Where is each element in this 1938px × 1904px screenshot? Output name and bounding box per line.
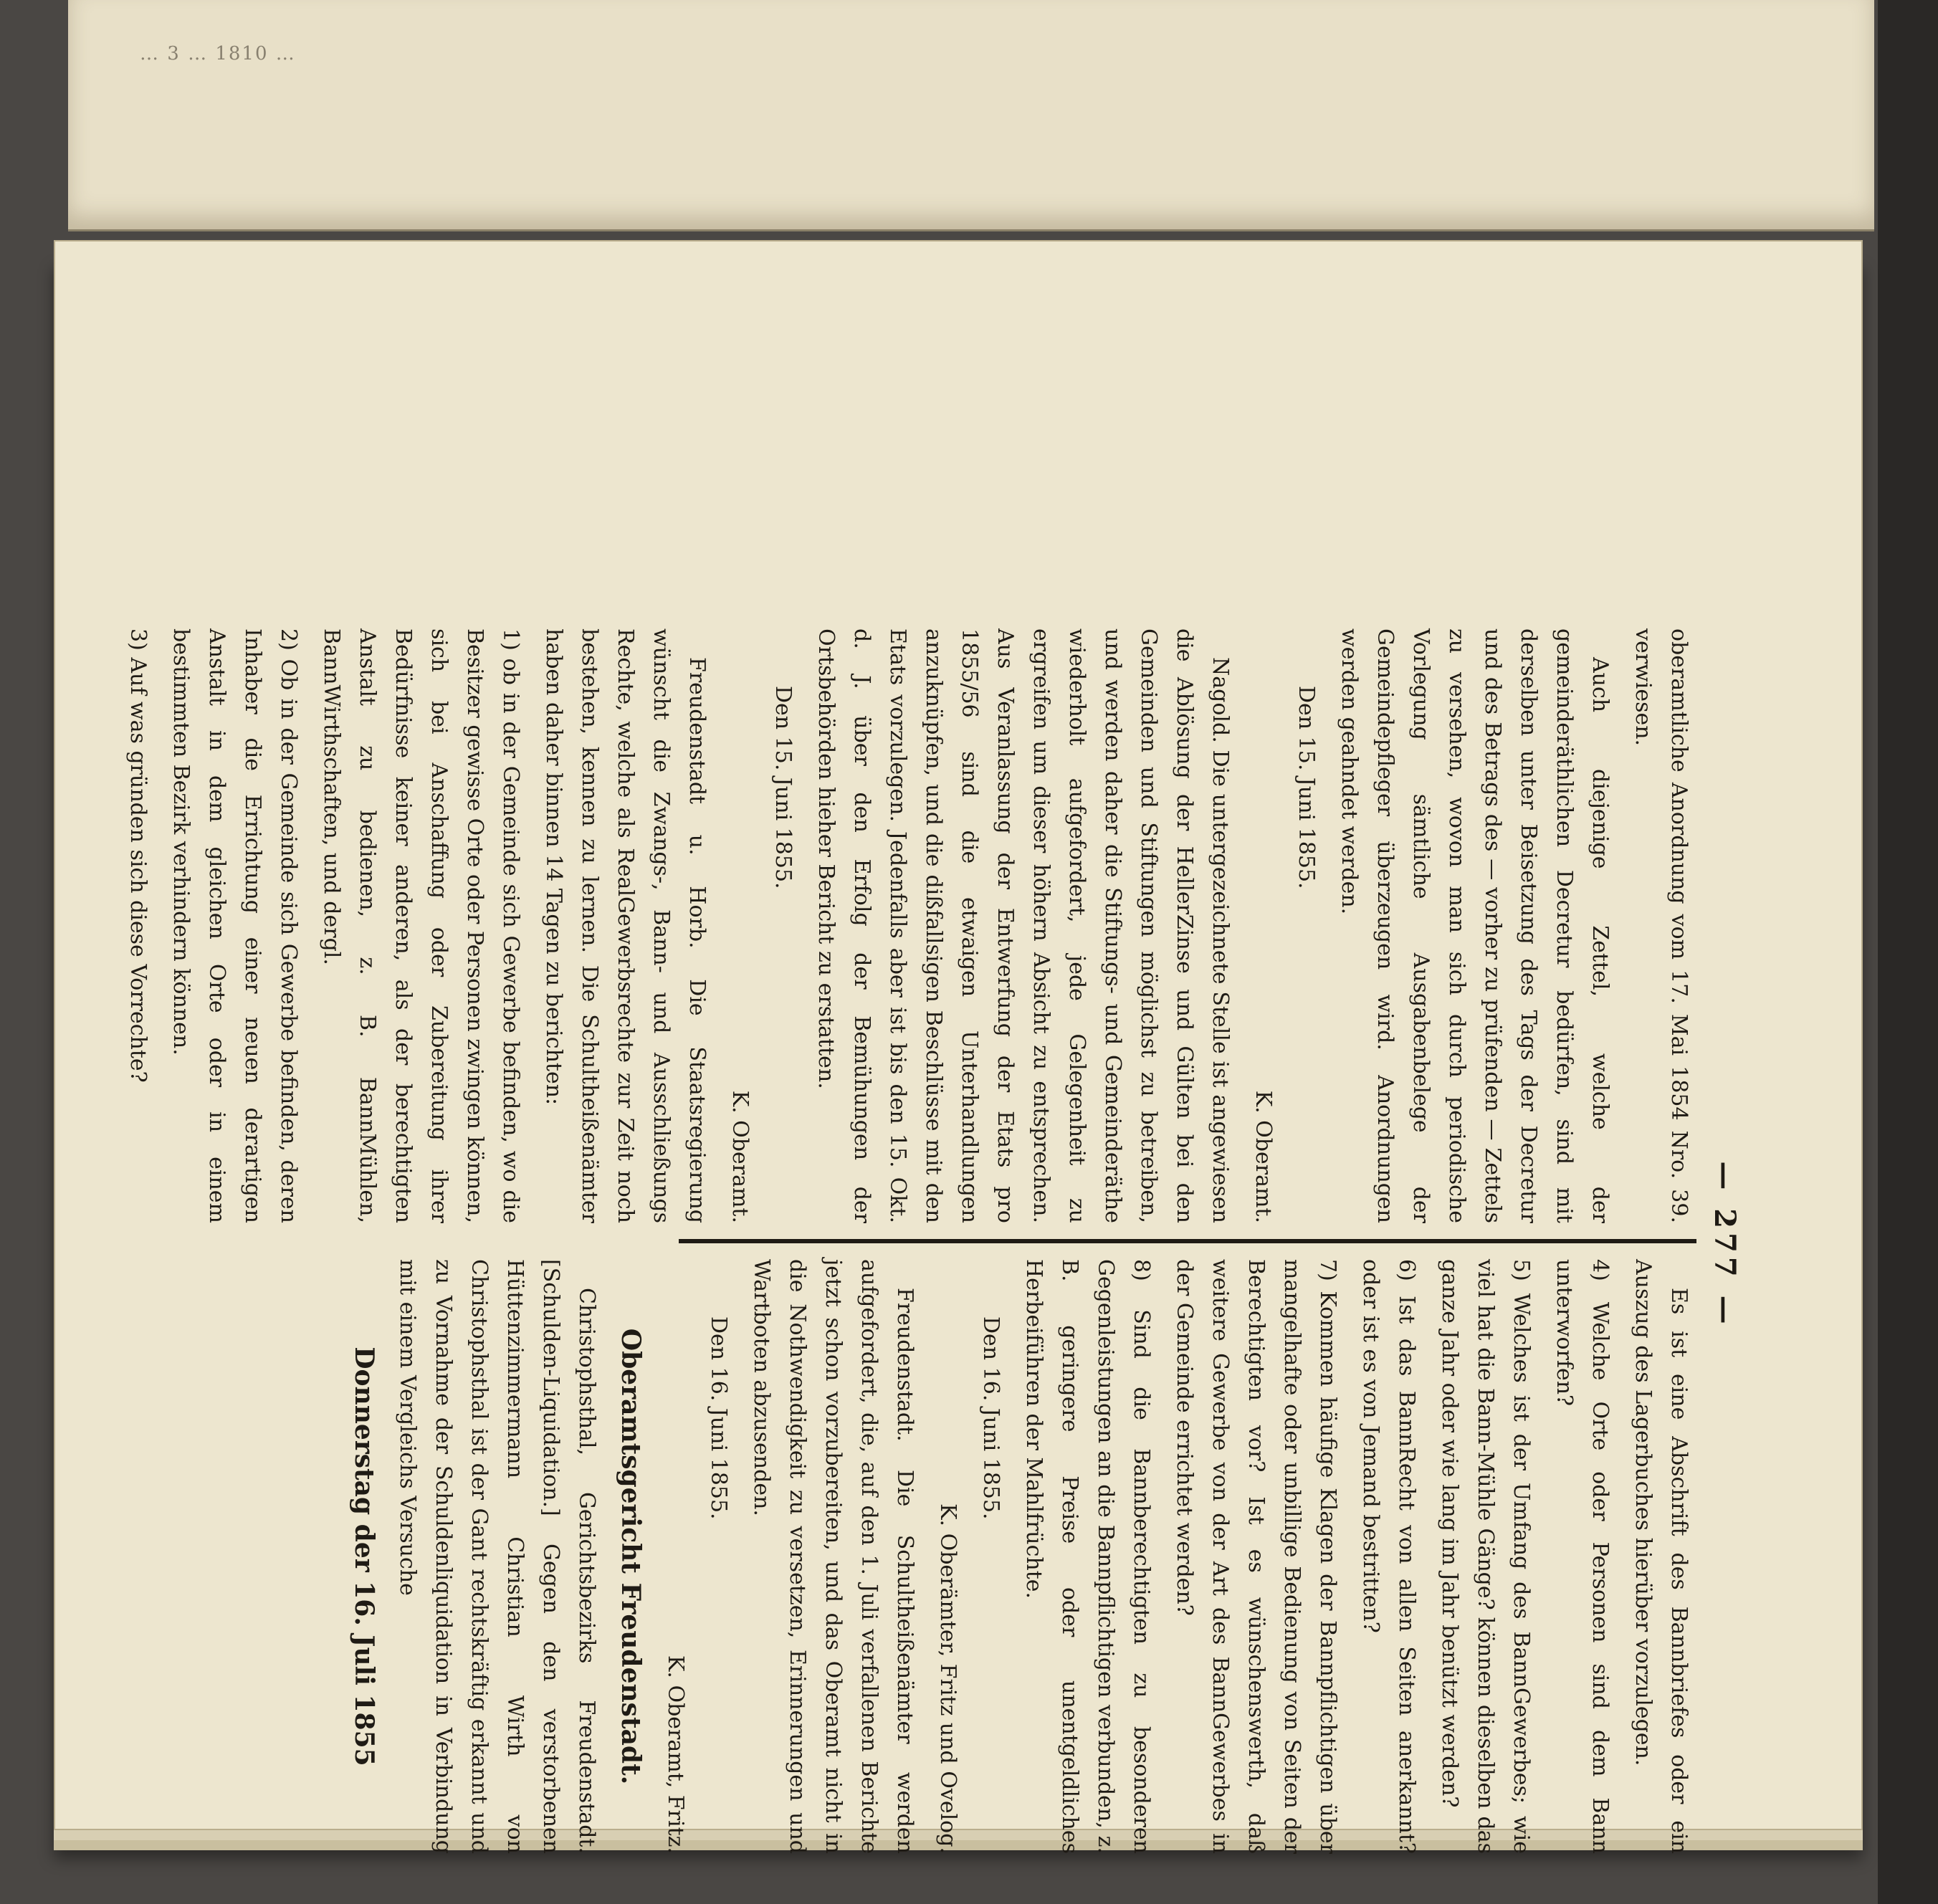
date-line: Den 15. Juni 1855. — [1294, 686, 1319, 889]
document-page — [54, 240, 1863, 1854]
list-item: 4) Welche Orte oder Personen sind dem Bann unterworfen? — [1552, 1259, 1613, 1854]
paragraph: Christophsthal, Gerichtsbezirks Freudenstadt. [Schulden-Liquidation.] Gegen den verstorbenen Hüttenzimmermann Christian Wirth von Christophsthal ist der Gant rechtskräftig erkannt und zu Vornahme der Schuldenliquidation in Verbindung mit einem Vergleichs Versuche — [395, 1259, 599, 1854]
page-number: — 277 — — [1708, 1161, 1742, 1329]
section-heading: Oberamtsgericht Freudenstadt. — [616, 1328, 646, 1785]
paragraph: oberamtliche Anordnung vom 17. Mai 1854 Nro. 39. verwiesen. — [1631, 628, 1691, 1223]
list-item: 8) Sind die Bannberechtigten zu besonderen Gegenleistungen an die Bannpflichtigen verbunden, z. B. geringere Preise oder unentgeldliches Herbeiführen der Mahlfrüchte. — [1021, 1259, 1154, 1854]
list-item: 7) Kommen häufige Klagen der Bannpflichtigen über mangelhafte oder unbillige Bedienung von Seiten der Berechtigten vor? Ist es wünschenswerth, daß weitere Gewerbe von der Art des BannGewerbes in der Gemeinde errichtet werden? — [1172, 1259, 1340, 1854]
paragraph: Freudenstadt u. Horb. Die Staatsregierung wünscht die Zwangs-, Bann- und Ausschließungs Rechte, welche als RealGewerbsrechte zur Zeit noch bestehen, kennen zu lernen. Die Schultheißenämter haben daher binnen 14 Tagen zu berichten: — [541, 628, 710, 1223]
signature: K. Oberamt, Fritz. — [663, 1655, 688, 1854]
paragraph: Freudenstadt. Die Schultheißenämter werden aufgefordert, die, auf den 1. Juli verfallenen Berichte jetzt schon vorzubereiten, und das Oberamt nicht in die Nothwendigkeit zu versetzen, Erinnerungen und Wartboten abzusenden. — [749, 1259, 917, 1854]
list-item: 1) ob in der Gemeinde sich Gewerbe befinden, wo die Besitzer gewisse Orte oder Personen zwingen können, sich bei Anschaffung oder Zubereitung ihrer Bedürfnisse keiner anderen, als der berechtigten Anstalt zu bedienen, z. B. BannMühlen, BannWirthschaften, und dergl. — [319, 628, 523, 1223]
closing-line: Donnerstag der 16. Juli 1855 — [349, 1346, 379, 1766]
signature: K. Oberämter, Fritz und Ovelog. — [935, 1503, 960, 1854]
list-item: 5) Welches ist der Umfang des BannGewerbes; wie viel hat die Bann-Mühle Gänge? können dieselben das ganze Jahr oder wie lang im Jahr benützt werden? — [1437, 1259, 1534, 1854]
date-line: Den 16. Juni 1855. — [706, 1316, 731, 1520]
date-line: Den 15. Juni 1855. — [770, 686, 796, 889]
list-item: 3) Auf was gründen sich diese Vorrechte? — [125, 628, 151, 1083]
dark-background — [1878, 0, 1938, 1904]
paragraph: Auch diejenige Zettel, welche der gemeinderäthlichen Decretur bedürfen, sind mit derselben unter Beisetzung des Tags der Decretur und des Betrags des — vorher zu prüfenden — Zettels zu versehen, wovon man sich durch periodische Vorlegung sämtliche Ausgabenbelege der Gemeindepfleger überzeugen wird. Anordnungen werden geahndet werden. — [1337, 628, 1613, 1223]
right-column — [339, 1259, 1696, 1854]
signature: K. Oberamt. — [1251, 1090, 1276, 1223]
rotated-page-content — [125, 628, 1747, 1861]
signature: K. Oberamt. — [727, 1090, 753, 1223]
page-header — [1704, 628, 1747, 1861]
list-item: 6) Ist das BannRecht von allen Seiten anerkannt? oder ist es von Jemand bestritten? — [1358, 1259, 1419, 1854]
paragraph: Nagold. Die untergezeichnete Stelle ist angewiesen die Ablösung der HellerZinse und Gülten bei den Gemeinden und Stiftungen möglichst zu betreiben, und werden daher die Stiftungs- und Gemeinderäthe wiederholt aufgefordert, jede Gelegenheit zu ergreifen um dieser höhern Absicht zu entsprechen. Aus Veranlassung der Entwerfung der Etats pro 1855/56 sind die etwaigen Unterhandlungen anzuknüpfen, und die dißfallsigen Beschlüsse mit den Etats vorzulegen. Jedenfalls aber ist bis den 15. Okt. d. J. über den Erfolg der Bemühungen der Ortsbehörden hieher Bericht zu erstatten. — [813, 628, 1233, 1223]
paragraph: Es ist eine Abschrift des Bannbriefes oder ein Auszug des Lagerbuches hierüber vorzulegen. — [1631, 1259, 1691, 1854]
previous-page-text: … 3 … 1810 … — [140, 43, 296, 64]
list-item: 2) Ob in der Gemeinde sich Gewerbe befinden, deren Inhaber die Errichtung einer neuen derartigen Anstalt in dem gleichen Orte oder in einem bestimmten Bezirk verhindern können. — [168, 628, 301, 1223]
date-line: Den 16. Juni 1855. — [978, 1316, 1003, 1520]
previous-page — [68, 0, 1874, 231]
left-column — [113, 628, 1696, 1223]
column-divider — [679, 1239, 1696, 1243]
